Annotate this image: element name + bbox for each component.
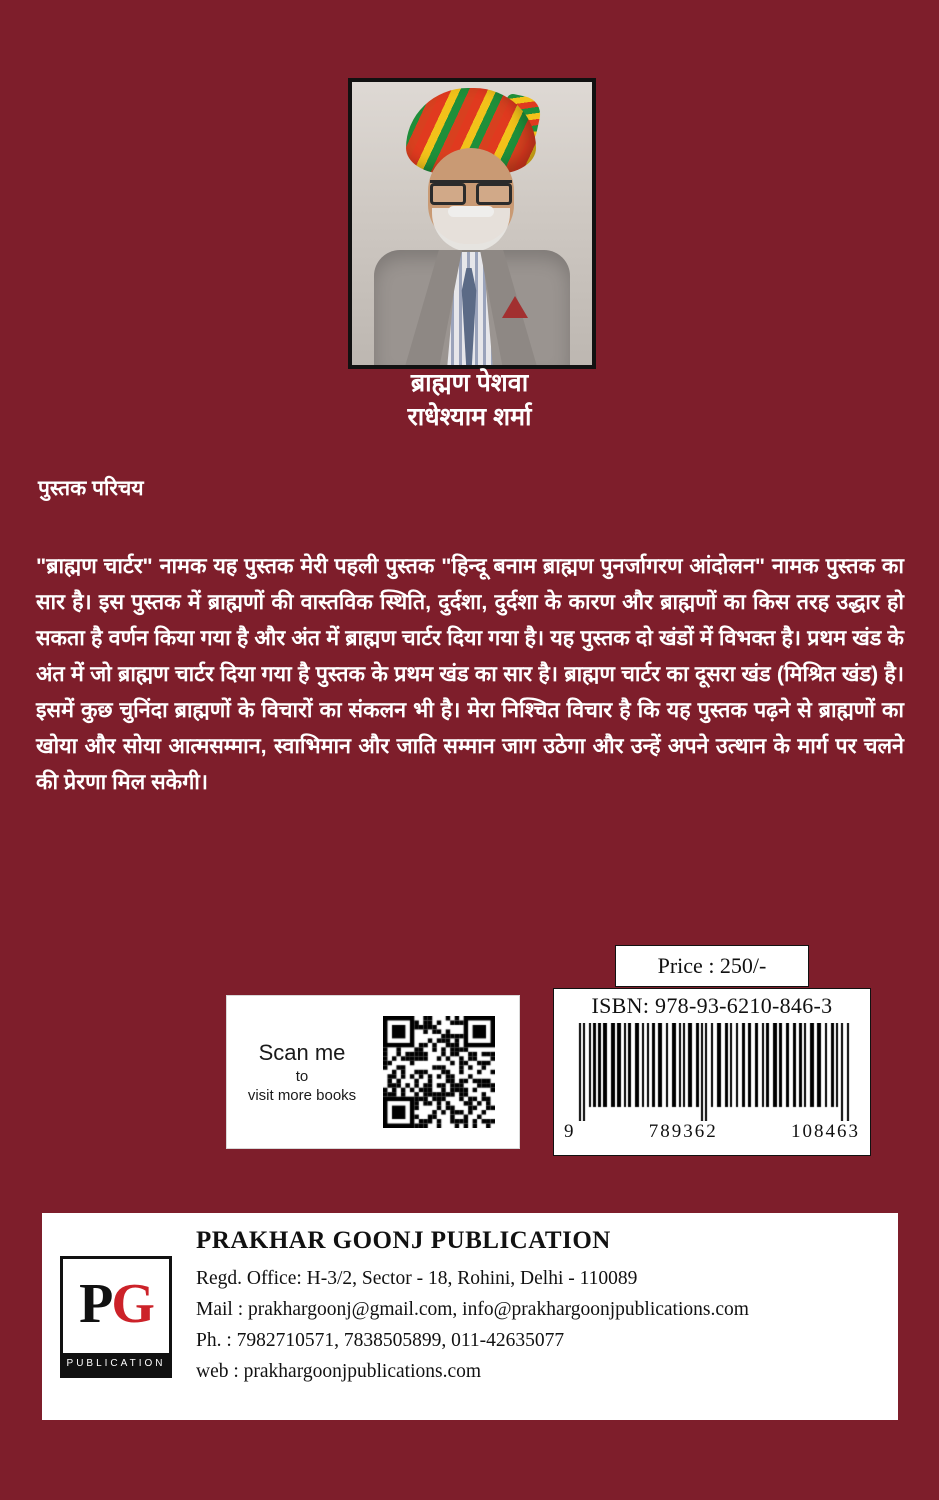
moustache-shape — [448, 206, 494, 217]
portrait-illustration — [352, 82, 592, 365]
publisher-web: web : prakhargoonjpublications.com — [196, 1361, 482, 1382]
barcode-bars — [569, 1023, 855, 1121]
price-label: Price : 250/- — [657, 953, 767, 978]
scan-line-1: Scan me — [258, 1040, 346, 1065]
scan-me-box — [226, 995, 520, 1149]
logo-letters — [63, 1265, 169, 1343]
qr-code-icon[interactable] — [383, 1016, 495, 1128]
barcode-box — [553, 988, 871, 1156]
author-name-block — [0, 366, 939, 434]
author-photo — [348, 78, 596, 369]
book-blurb: "ब्राह्मण चार्टर" नामक यह पुस्तक मेरी पहली पुस्तक "हिन्दू बनाम ब्राह्मण पुनर्जागरण आंदोलन" नामक पुस्तक का सार है। इस पुस्तक में ब्राह्मणों की वास्तविक स्थिति, दुर्दशा, दुर्दशा के कारण और ब्राह्मणों का किस तरह उद्धार हो सकता है वर्णन किया गया है और अंत में ब्राह्मण चार्टर दिया गया है। यह पुस्तक दो खंडों में विभक्त है। प्रथम खंड के अंत में जो ब्राह्मण चार्टर दिया गया है पुस्तक के प्रथम खंड का सार है। ब्राह्मण चार्टर का दूसरा खंड (मिश्रित खंड) है। इसमें कुछ चुनिंदा ब्राह्मणों के विचारों का संकलन भी है। मेरा निश्चित विचार है कि यह पुस्तक पढ़ने से ब्राह्मणों का खोया और सोया आत्मसम्मान, स्वाभिमान और जाति सम्मान जाग उठेगा और उन्हें अपने उत्थान के मार्ग पर चलने की प्रेरणा मिल सकेगी। — [36, 554, 904, 794]
publisher-card — [42, 1213, 898, 1420]
glasses-icon — [430, 180, 512, 201]
barcode-digit-mid: 789362 — [648, 1121, 718, 1142]
scan-line-3: visit more books — [247, 1087, 357, 1104]
publisher-logo-cell — [42, 1213, 190, 1420]
publisher-mail: Mail : prakhargoonj@gmail.com, info@prakhargoonjpublications.com — [196, 1299, 749, 1320]
author-name: राधेश्याम शर्मा — [407, 403, 532, 431]
barcode-digits — [564, 1121, 860, 1143]
publisher-logo — [60, 1256, 172, 1378]
scan-me-text — [227, 1040, 377, 1104]
publisher-name: PRAKHAR GOONJ PUBLICATION — [196, 1227, 611, 1254]
publisher-phone: Ph. : 7982710571, 7838505899, 011-42635077 — [196, 1330, 565, 1351]
logo-letter-p: P — [79, 1272, 112, 1335]
section-heading: पुस्तक परिचय — [38, 477, 144, 500]
logo-letter-g: G — [111, 1272, 153, 1335]
author-title: ब्राह्मण पेशवा — [410, 369, 529, 397]
logo-caption: PUBLICATION — [63, 1353, 169, 1375]
barcode-digit-right: 108463 — [791, 1121, 860, 1142]
price-box — [615, 945, 809, 987]
publisher-info — [190, 1213, 898, 1420]
scan-line-2: to — [295, 1068, 309, 1085]
publisher-address: Regd. Office: H-3/2, Sector - 18, Rohini, Delhi - 110089 — [196, 1268, 638, 1289]
barcode-digit-left: 9 — [564, 1121, 576, 1142]
isbn-label: ISBN: 978-93-6210-846-3 — [591, 993, 833, 1018]
